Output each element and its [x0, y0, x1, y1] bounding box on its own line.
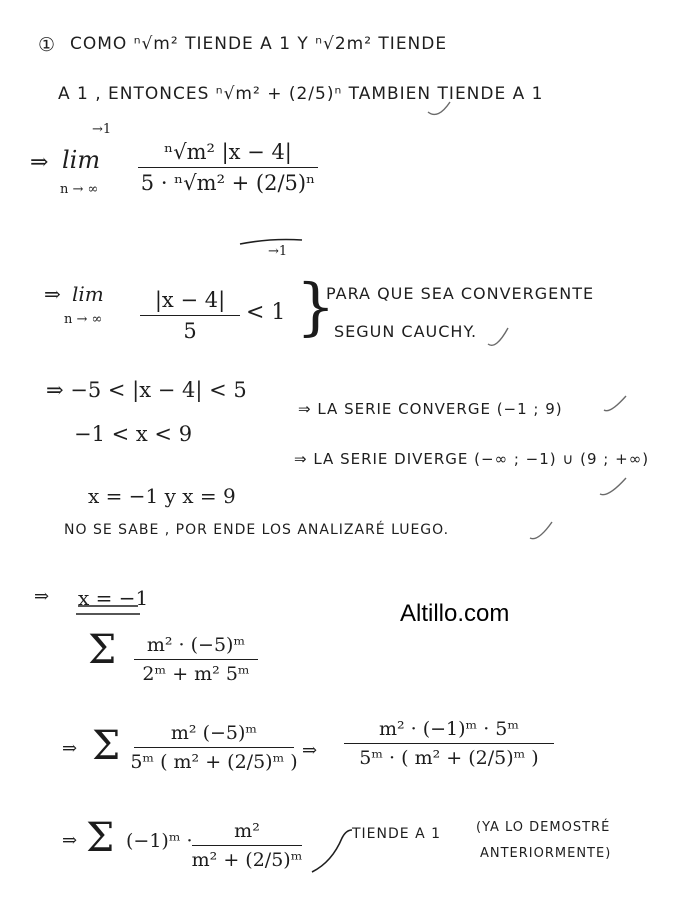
step4-paren-note-line-1: (YA LO DEMOSTRÉ — [476, 820, 611, 835]
step2-lim-subscript: n → ∞ — [64, 312, 103, 327]
step2-arrow: ⇒ — [44, 282, 61, 306]
step1-arrow: ⇒ — [30, 150, 49, 175]
step2-fraction-bar — [140, 315, 240, 316]
step4-fraction-bar-4 — [192, 845, 302, 846]
step4-fraction-bar-1 — [134, 659, 258, 660]
step4-numerator-2: m² (−5)ᵐ — [170, 722, 258, 744]
step4-denominator-1: 2ᵐ + m² 5ᵐ — [142, 663, 250, 685]
step1-tends-below: →1 — [268, 244, 288, 259]
step1-denominator: 5 · ⁿ√m² + (2/5)ⁿ — [140, 171, 316, 195]
step4-tends-note: TIENDE A 1 — [352, 826, 442, 842]
step4-arrow-2: ⇒ — [62, 738, 78, 759]
check-mark-5 — [530, 522, 552, 539]
step2-denominator: 5 — [183, 319, 197, 343]
step4-sigma-2: Σ — [92, 723, 121, 769]
step3-endpoints: x = −1 y x = 9 — [88, 484, 236, 508]
step4-arrow-4: ⇒ — [62, 830, 78, 851]
step3-endpoints-note: NO SE SABE , POR ENDE LOS ANALIZARÉ LUEGO. — [64, 522, 450, 538]
intro-line-2: A 1 , ENTONCES ⁿ√m² + (2/5)ⁿ TAMBIEN TIENDE A 1 — [58, 84, 544, 104]
step4-sigma-3: Σ — [86, 815, 115, 861]
step4-numerator-3: m² · (−1)ᵐ · 5ᵐ — [378, 718, 520, 740]
step4-numerator-1: m² · (−5)ᵐ — [146, 634, 246, 656]
check-mark-3 — [604, 396, 626, 411]
step2-numerator: |x − 4| — [154, 288, 226, 312]
step2-note-line-2: SEGUN CAUCHY. — [334, 322, 478, 341]
step4-fraction-4 — [192, 820, 302, 871]
step2-fraction — [140, 288, 240, 343]
step4-arrow-3: ⇒ — [302, 740, 318, 761]
step3-interval: −1 < x < 9 — [74, 422, 193, 446]
step1-lim: lim — [62, 146, 101, 174]
step4-denominator-4: m² + (2/5)ᵐ — [191, 849, 303, 871]
step1-lim-subscript: n → ∞ — [60, 182, 99, 197]
step4-fraction-2 — [130, 722, 298, 773]
step4-x-value: x = −1 — [78, 586, 149, 610]
step2-lim: lim — [72, 282, 104, 306]
step4-sigma-1: Σ — [88, 627, 117, 673]
step4-fraction-3 — [344, 718, 554, 769]
step1-fraction-bar — [138, 167, 318, 168]
check-mark-2 — [488, 328, 508, 345]
intro-bullet: ① — [38, 34, 57, 56]
step4-denominator-2: 5ᵐ ( m² + (2/5)ᵐ ) — [130, 751, 298, 773]
step4-arrow: ⇒ — [34, 586, 50, 607]
step1-fraction — [138, 140, 318, 195]
step2-relation: < 1 — [246, 300, 286, 325]
step3-diverge-note: ⇒ LA SERIE DIVERGE (−∞ ; −1) ∪ (9 ; +∞) — [294, 450, 650, 468]
step3-converge-note: ⇒ LA SERIE CONVERGE (−1 ; 9) — [298, 400, 563, 418]
step4-fraction-bar-2 — [134, 747, 294, 748]
watermark: Altillo.com — [400, 600, 510, 627]
intro-line-1: COMO ⁿ√m² TIENDE A 1 Y ⁿ√2m² TIENDE — [70, 34, 448, 54]
step4-numerator-4: m² — [234, 820, 260, 842]
step4-denominator-3: 5ᵐ · ( m² + (2/5)ᵐ ) — [359, 747, 539, 769]
step4-fraction-1 — [134, 634, 258, 685]
check-mark-4 — [600, 478, 626, 495]
step4-sign-factor: (−1)ᵐ · — [126, 830, 193, 852]
step3-inequality: ⇒ −5 < |x − 4| < 5 — [46, 378, 247, 402]
step2-brace: } — [296, 270, 336, 343]
tends-arrow — [312, 830, 352, 872]
step2-note-line-1: PARA QUE SEA CONVERGENTE — [326, 284, 595, 303]
step1-tends-above: →1 — [92, 122, 112, 137]
step4-fraction-bar-3 — [344, 743, 554, 744]
step4-paren-note-line-2: ANTERIORMENTE) — [480, 846, 612, 861]
step1-numerator: ⁿ√m² |x − 4| — [164, 140, 292, 164]
